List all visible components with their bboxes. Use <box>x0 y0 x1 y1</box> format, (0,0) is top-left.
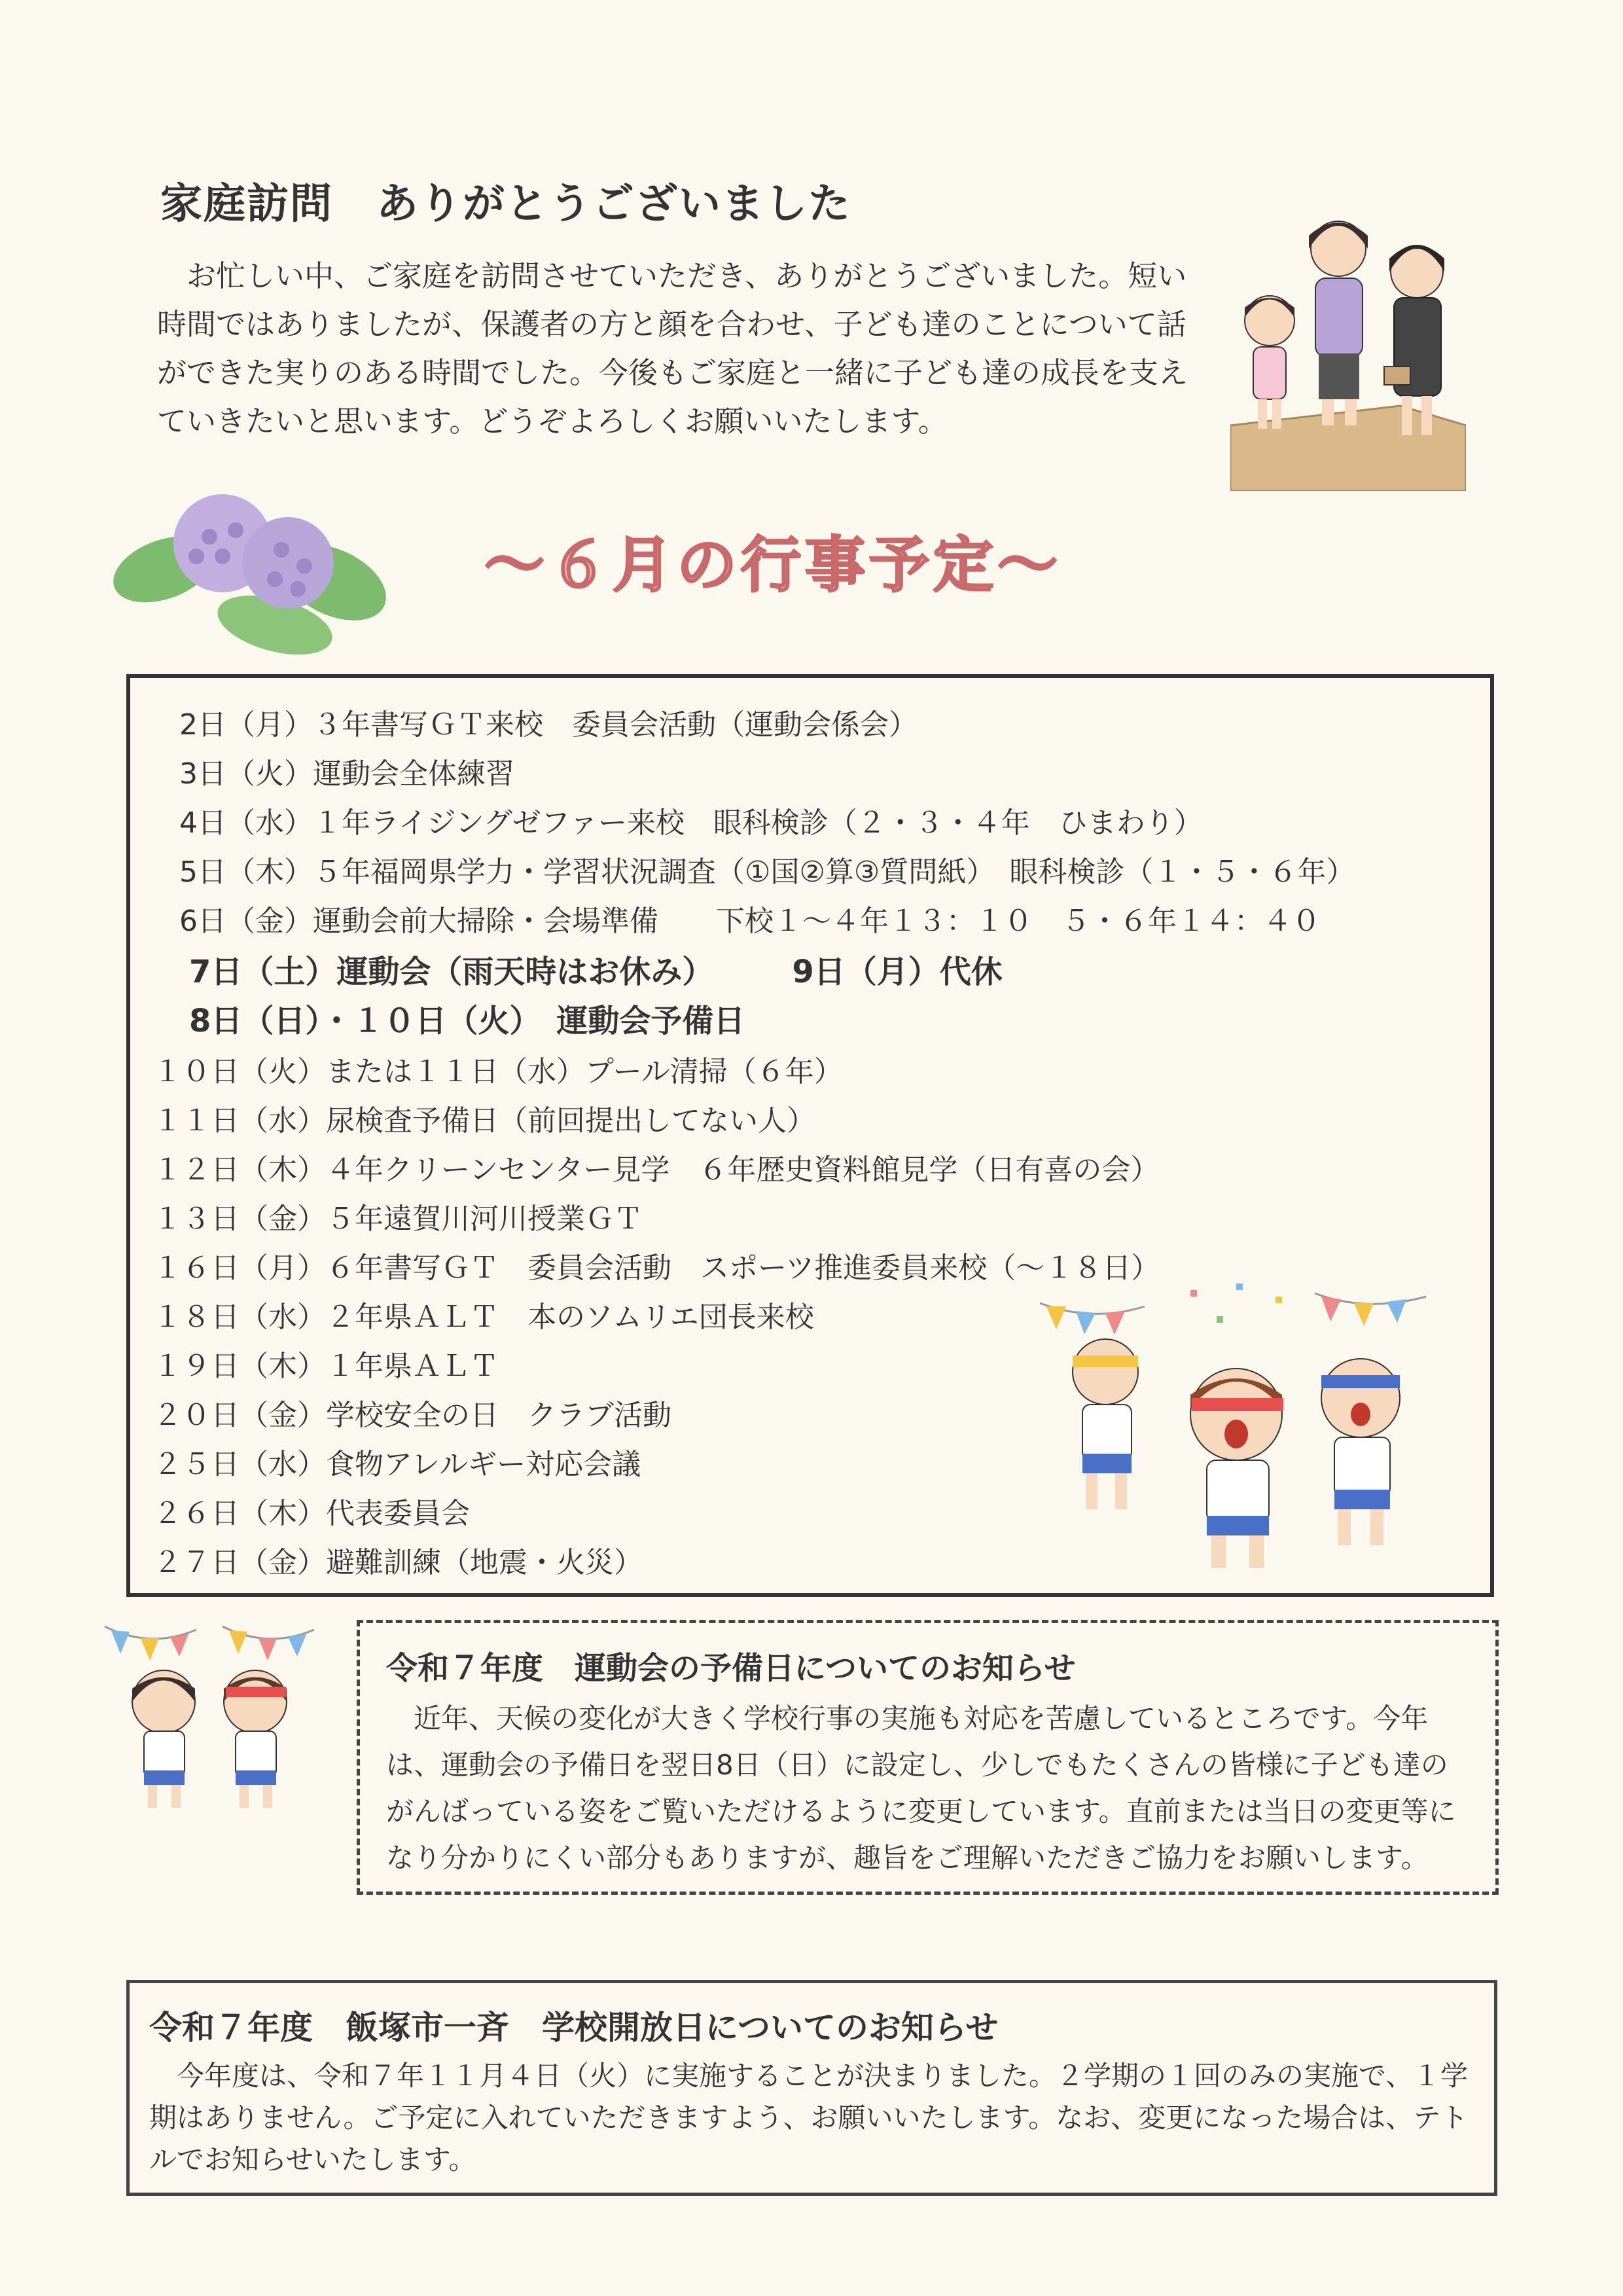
home-visit-illustration <box>1230 190 1466 491</box>
sports-day-notice-body: 近年、天候の変化が大きく学校行事の実施も対応を苦慮しているところです。今年は、運動会の予備日を翌日8日（日）に設定し、少しでもたくさんの皆様に子ども達のがんばっている姿をご覧いただけるように変更しています。直前または当日の変更等になり分かりにくい部分もありますが、趣旨をご理解いただきご協力をお願いします。 <box>386 1702 1456 1874</box>
schedule-event-reserve-day: 8日（日）・１０日（火） 運動会予備日 <box>189 1003 745 1039</box>
sports-day-notice <box>357 1620 1499 1895</box>
schedule-event: ２６日（木）代表委員会 <box>153 1497 470 1530</box>
schedule-event: １０日（火）または１１日（水）プール清掃（６年） <box>153 1055 843 1088</box>
schedule-title: ～６月の行事予定～ <box>484 530 1062 600</box>
open-day-notice <box>126 1980 1497 2196</box>
open-day-notice-body: 今年度は、令和７年１１月４日（火）に実施することが決まりました。２学期の１回のみの実施で、１学期はありません。ご予定に入れていただきますよう、お願いいたします。なお、変更になった場合は、テトルでお知らせいたします。 <box>149 2060 1469 2176</box>
sports-day-notice-title: 令和７年度 運動会の予備日についてのお知らせ <box>386 1650 1076 1687</box>
two-children-illustration <box>98 1613 321 1810</box>
running-children-illustration <box>1040 1277 1433 1571</box>
schedule-event: ２７日（金）避難訓練（地震・火災） <box>153 1546 643 1579</box>
visit-title: 家庭訪問 ありがとうございました <box>160 180 851 228</box>
schedule-event: １２日（木）４年クリーンセンター見学 ６年歴史資料館見学（日有喜の会） <box>153 1153 1160 1187</box>
schedule-box <box>126 674 1494 1597</box>
schedule-event: 6日（金）運動会前大掃除・会場準備 下校１～４年１３：１０ ５・６年１４：４０ <box>179 905 1321 938</box>
schedule-event: １８日（水）２年県ＡＬＴ 本のソムリエ団長来校 <box>153 1300 814 1334</box>
schedule-event: 2日（月）３年書写ＧＴ来校 委員会活動（運動会係会） <box>179 708 918 742</box>
open-day-notice-title: 令和７年度 飯塚市一斉 学校開放日についてのお知らせ <box>149 2009 999 2047</box>
hydrangea-illustration <box>111 484 399 655</box>
schedule-event: １１日（水）尿検査予備日（前回提出してない人） <box>153 1104 815 1138</box>
schedule-event: ２０日（金）学校安全の日 クラブ活動 <box>153 1399 671 1432</box>
schedule-event: １３日（金）５年遠賀川河川授業ＧＴ <box>153 1202 643 1236</box>
schedule-event: ２５日（水）食物アレルギー対応会議 <box>153 1448 641 1481</box>
schedule-event: 3日（火）運動会全体練習 <box>179 757 514 791</box>
schedule-event: １６日（月）６年書写ＧＴ 委員会活動 スポーツ推進委員来校（～１８日） <box>153 1251 1160 1285</box>
schedule-event: 5日（木）５年福岡県学力・学習状況調査（①国②算③質問紙） 眼科検診（１・５・６年） <box>179 855 1355 889</box>
schedule-event: １９日（木）１年県ＡＬＴ <box>153 1350 499 1383</box>
schedule-event-sports-day: 7日（土）運動会（雨天時はお休み） 9日（月）代休 <box>189 954 1003 990</box>
visit-body: お忙しい中、ご家庭を訪問させていただき、ありがとうございました。短い時間ではありましたが、保護者の方と顔を合わせ、子ども達のことについて話ができた実りのある時間でした。今後もご家庭と一緒に子ども達の成長を支えていきたいと思います。どうぞよろしくお願いいたします。 <box>157 259 1188 439</box>
schedule-event: 4日（水）１年ライジングゼファー来校 眼科検診（２・３・４年 ひまわり） <box>179 806 1203 840</box>
